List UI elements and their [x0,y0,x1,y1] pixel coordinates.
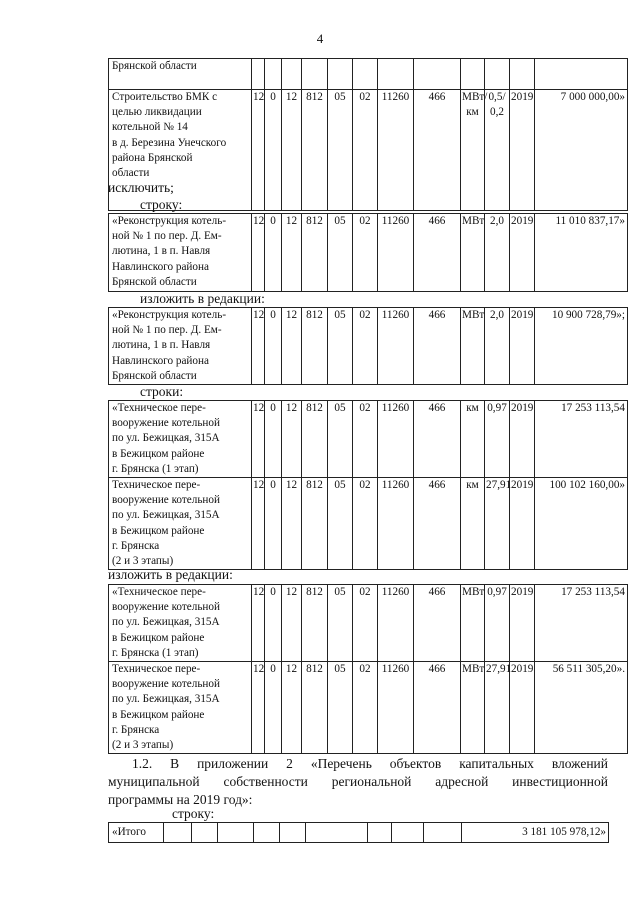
paragraph-line-3: программы на 2019 год»: [108,792,253,807]
code-cell: 0 [265,90,282,211]
year-cell: 2019 [510,214,535,292]
label-rows-2: строки: [140,384,184,399]
label-row-1: строку: [140,197,183,212]
code-cell: 11260 [378,478,414,570]
code-cell: 11260 [378,401,414,478]
unit-cell: МВт [461,308,485,385]
code-cell: 12 [252,308,265,385]
capacity-cell: 0,97 [485,401,510,478]
code-cell: 02 [353,90,378,211]
code-cell: 12 [252,478,265,570]
code-cell: 02 [353,585,378,662]
code-cell [353,59,378,90]
label-edit-2: изложить в редакции: [108,567,233,582]
unit-cell: МВт/ км [461,90,485,211]
code-cell: 466 [414,401,461,478]
table-bezhitsa-edited [108,584,628,754]
code-cell: 812 [302,401,328,478]
code-cell [252,59,265,90]
label-edit-1: изложить в редакции: [140,291,265,306]
unit-cell: МВт [461,214,485,292]
code-cell: 0 [265,308,282,385]
code-cell: 05 [328,401,353,478]
code-cell: 05 [328,90,353,211]
code-cell: 12 [252,90,265,211]
code-cell: 11260 [378,90,414,211]
code-cell: 812 [302,214,328,292]
code-cell: 466 [414,662,461,754]
code-cell: 12 [282,308,302,385]
amount-cell: 56 511 305,20». [535,662,628,754]
unit-cell: км [461,478,485,570]
object-name: Техническое пере- вооружение котельной по ул. Бежицкая, 315А в Бежицком районе г. Брянска (2 и 3 этапы) [109,478,252,570]
year-cell: 2019 [510,478,535,570]
code-cell: 12 [282,662,302,754]
table-row [109,214,628,292]
code-cell: 11260 [378,585,414,662]
code-cell: 0 [265,662,282,754]
amount-cell: 100 102 160,00» [535,478,628,570]
code-cell: 02 [353,401,378,478]
label-exclude: исключить; [108,180,174,195]
table-bezhitsa-original [108,400,628,570]
object-name: Строительство БМК с целью ликвидации котельной № 14 в д. Березина Унечского района Брянской области [109,90,252,211]
table-row [109,662,628,754]
code-cell: 02 [353,478,378,570]
table-row [109,59,628,90]
code-cell [378,59,414,90]
code-cell: 12 [282,478,302,570]
total-sum: 3 181 105 978,12» [462,823,609,843]
total-empty-cell [424,823,462,843]
code-cell: 11260 [378,308,414,385]
table-row [109,308,628,385]
code-cell: 0 [265,401,282,478]
paragraph-line-2: муниципальной собственности региональной адресной инвестиционной [108,774,608,789]
amount-cell: 17 253 113,54 [535,585,628,662]
capacity-cell: 27,91 [485,478,510,570]
total-empty-cell [392,823,424,843]
code-cell: 12 [282,585,302,662]
capacity-cell: 2,0 [485,214,510,292]
unit-cell: МВт [461,662,485,754]
code-cell [282,59,302,90]
capacity-cell: 2,0 [485,308,510,385]
code-cell: 05 [328,214,353,292]
capacity-cell: 27,91 [485,662,510,754]
table-navlya-original [108,213,628,292]
code-cell: 812 [302,308,328,385]
total-empty-cell [280,823,306,843]
total-empty-cell [218,823,254,843]
year-cell: 2019 [510,662,535,754]
total-empty-cell [192,823,218,843]
code-cell: 466 [414,90,461,211]
label-row-3: строку: [172,806,215,821]
object-name: «Техническое пере- вооружение котельной по ул. Бежицкая, 315А в Бежицком районе г. Брянска (1 этап) [109,401,252,478]
object-name: Брянской области [109,59,252,90]
amount-cell: 17 253 113,54 [535,401,628,478]
code-cell: 0 [265,585,282,662]
code-cell: 05 [328,308,353,385]
table-navlya-edited [108,307,628,385]
year-cell: 2019 [510,90,535,211]
code-cell: 12 [252,585,265,662]
table-row [109,401,628,478]
code-cell: 812 [302,585,328,662]
code-cell: 02 [353,308,378,385]
code-cell: 812 [302,90,328,211]
code-cell [302,59,328,90]
unit-cell: км [461,401,485,478]
code-cell [328,59,353,90]
code-cell: 466 [414,585,461,662]
object-name: «Реконструкция котель- ной № 1 по пер. Д. Ем- лютина, 1 в п. Навля Навлинского района Брянской области [109,214,252,292]
code-cell: 0 [265,214,282,292]
code-cell: 0 [265,478,282,570]
amount-cell: 7 000 000,00» [535,90,628,211]
code-cell: 12 [252,662,265,754]
code-cell: 05 [328,585,353,662]
object-name: «Техническое пере- вооружение котельной по ул. Бежицкая, 315А в Бежицком районе г. Брянска (1 этап) [109,585,252,662]
amount-cell: 11 010 837,17» [535,214,628,292]
code-cell: 02 [353,662,378,754]
code-cell: 812 [302,662,328,754]
paragraph-line-1: 1.2. В приложении 2 «Перечень объектов капитальных вложений [132,756,608,771]
code-cell: 466 [414,308,461,385]
code-cell: 12 [282,214,302,292]
capacity-cell: 0,97 [485,585,510,662]
code-cell: 05 [328,478,353,570]
total-label: «Итого [109,823,164,843]
table-total [108,822,609,843]
object-name: Техническое пере- вооружение котельной по ул. Бежицкая, 315А в Бежицком районе г. Брянска (2 и 3 этапы) [109,662,252,754]
total-empty-cell [306,823,368,843]
unit-cell: МВт [461,585,485,662]
code-cell: 466 [414,478,461,570]
table-excluded-rows [108,58,628,211]
code-cell [265,59,282,90]
code-cell: 12 [282,90,302,211]
table-row [109,585,628,662]
year-cell: 2019 [510,308,535,385]
year-cell: 2019 [510,585,535,662]
code-cell: 02 [353,214,378,292]
total-empty-cell [368,823,392,843]
amount-cell [535,59,628,90]
table-row [109,90,628,211]
amount-cell: 10 900 728,79»; [535,308,628,385]
code-cell: 11260 [378,214,414,292]
page-number: 4 [316,31,324,46]
total-empty-cell [164,823,192,843]
table-row [109,478,628,570]
year-cell: 2019 [510,401,535,478]
code-cell: 11260 [378,662,414,754]
code-cell [414,59,461,90]
code-cell: 812 [302,478,328,570]
code-cell: 12 [252,401,265,478]
code-cell: 466 [414,214,461,292]
unit-cell [461,59,485,90]
capacity-cell [485,59,510,90]
paragraph-1-2 [108,755,608,809]
code-cell: 05 [328,662,353,754]
code-cell: 12 [282,401,302,478]
total-empty-cell [254,823,280,843]
code-cell: 12 [252,214,265,292]
object-name: «Реконструкция котель- ной № 1 по пер. Д. Ем- лютина, 1 в п. Навля Навлинского района Брянской области [109,308,252,385]
year-cell [510,59,535,90]
capacity-cell: 0,5/ 0,2 [485,90,510,211]
